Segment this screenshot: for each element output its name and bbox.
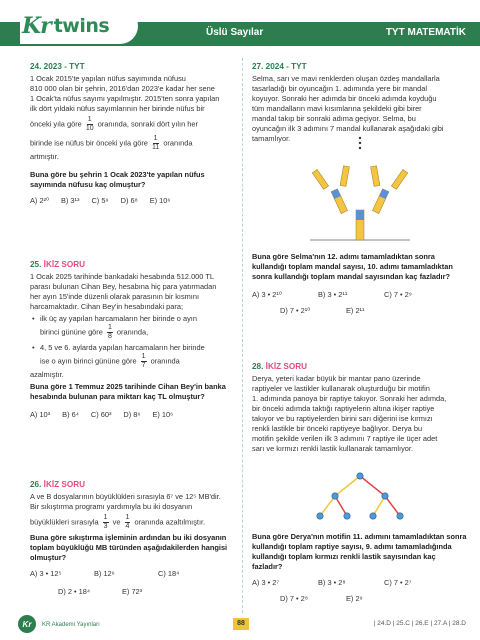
answer-option[interactable]: A) 3 • 2⁷ bbox=[252, 578, 280, 587]
page-header bbox=[0, 0, 480, 50]
answer-option[interactable]: E) 72³ bbox=[122, 587, 143, 596]
question-source: İKİZ SORU bbox=[265, 362, 308, 371]
answer-option[interactable]: A) 2²⁰ bbox=[30, 196, 49, 205]
text-span: oranında, bbox=[116, 327, 149, 337]
denominator: 7 bbox=[141, 362, 146, 369]
question-text-line bbox=[30, 116, 235, 133]
question-28 bbox=[252, 362, 467, 454]
question-text-line: tasarladığı bir oyuncağın 1. adımında yere bir mandal bbox=[252, 84, 428, 93]
answer-option[interactable]: D) 6⁸ bbox=[120, 196, 138, 205]
question-text-line bbox=[30, 514, 240, 531]
denominator: 4 bbox=[125, 523, 130, 530]
question-24 bbox=[30, 62, 235, 206]
clothespin-figure bbox=[300, 130, 420, 250]
logo-twins-text: twins bbox=[53, 15, 110, 37]
question-text-line: Bir sıkıştırma programı yardımıyla bu iki dosyanın bbox=[30, 502, 193, 511]
question-number: 24. bbox=[30, 62, 42, 71]
question-number: 27. bbox=[252, 62, 264, 71]
answer-option[interactable]: B) 6⁴ bbox=[62, 410, 79, 419]
answer-option[interactable]: C) 60³ bbox=[90, 410, 112, 419]
question-text-line: 810 000 olan bir şehrin, 2016'dan 2023'e kadar her sene bbox=[30, 84, 215, 93]
question-prompt: Buna göre Selma'nın 12. adımı tamamladıktan sonra kullandığı toplam mandal sayısı, 10. adımı tamamladıktan sonra kullandığı toplam mandal sayısından kaç fazladır? bbox=[252, 252, 453, 281]
question-text-line: renkli lastikle bir önceki raptiyeye bağlıyor. Derya bu bbox=[252, 424, 423, 433]
question-source: İKİZ SORU bbox=[43, 480, 86, 489]
question-text-line: ilk dört yıldaki nüfus sayımlarının her birinde nüfus bir bbox=[30, 104, 205, 113]
text-span: birinci gününe göre bbox=[40, 327, 103, 337]
numerator: 1 bbox=[141, 353, 146, 360]
text-span: önceki yıla göre bbox=[30, 119, 82, 129]
answer-option[interactable]: C) 18⁴ bbox=[158, 569, 180, 578]
numerator: 1 bbox=[153, 135, 158, 142]
text-span: büyüklükleri sırasıyla bbox=[30, 517, 99, 527]
question-text-line bbox=[30, 135, 235, 152]
question-text-line: Derya, yeteri kadar büyük bir mantar pano üzerinde bbox=[252, 374, 421, 383]
subject-title: TYT MATEMATİK bbox=[385, 27, 466, 38]
numerator: 1 bbox=[125, 514, 130, 521]
answer-option[interactable]: D) 2 • 18⁴ bbox=[58, 587, 91, 596]
text-span: birinde ise nüfus bir önceki yıla göre bbox=[30, 138, 148, 148]
section-title: Üslü Sayılar bbox=[206, 27, 264, 38]
fraction bbox=[107, 324, 113, 341]
question-25-header bbox=[30, 260, 235, 270]
question-text-line: 1. adımında panoya bir raptiye takıyor. Sonraki her adımda, bbox=[252, 394, 447, 403]
question-text-line: azalmıştır. bbox=[30, 370, 64, 379]
text-span: oranında bbox=[150, 356, 180, 366]
answer-options bbox=[252, 578, 467, 604]
denominator: 3 bbox=[103, 523, 108, 530]
question-text-line bbox=[30, 324, 235, 341]
question-prompt: Buna göre Derya'nın motifin 11. adımını tamamladıktan sonra kullandığı toplam raptiye sayısı, 9. adımı tamamladığında kullandığı toplam kırmızı renkli lastik sayısından kaç fazladır? bbox=[252, 532, 467, 571]
question-text-line: Selma, sarı ve mavi renklerden oluşan özdeş mandallarla bbox=[252, 74, 440, 83]
question-text-line: takıyor ve bu raptiyelerden birini sarı diğerini ise kırmızı bbox=[252, 414, 433, 423]
question-text-line: motifin şekilde verilen ilk 3 adımını 7 raptiye ile üçer adet bbox=[252, 434, 438, 443]
answer-option[interactable]: B) 3 • 2⁸ bbox=[318, 578, 346, 587]
question-prompt: Buna göre 1 Temmuz 2025 tarihinde Cihan Bey'in banka hesabında bulunan para miktarı kaç TL olmuştur? bbox=[30, 382, 226, 401]
question-28-header bbox=[252, 362, 467, 372]
fraction bbox=[86, 116, 94, 133]
question-26-header bbox=[30, 480, 240, 490]
text-span: oranında bbox=[163, 138, 193, 148]
answer-key: | 24.D | 25.C | 26.E | 27.A | 28.D bbox=[373, 620, 466, 627]
answer-option[interactable]: D) 7 • 2¹⁰ bbox=[280, 306, 311, 315]
question-text-line bbox=[30, 353, 235, 370]
question-text-line: 1 Ocak 2015'te yapılan nüfus sayımında nüfusu bbox=[30, 74, 186, 83]
answer-option[interactable]: A) 3 • 12⁵ bbox=[30, 569, 62, 578]
denominator: 11 bbox=[151, 144, 160, 151]
answer-options bbox=[30, 196, 235, 206]
answer-options bbox=[30, 410, 235, 420]
question-text-line: mandal takıp bir sonraki adıma geçiyor. Selma, bu bbox=[252, 114, 416, 123]
question-prompt: Buna göre sıkıştırma işleminin ardından bu iki dosyanın toplam büyüklüğü MB türünden aşağıdakilerden hangisi olmuştur? bbox=[30, 533, 228, 562]
question-text-line: A ve B dosyalarının büyüklükleri sırasıyla 6⁷ ve 12⁵ MB'dir. bbox=[30, 492, 221, 501]
answer-option[interactable]: E) 10⁶ bbox=[149, 196, 171, 205]
answer-option[interactable]: B) 3 • 2¹¹ bbox=[318, 290, 348, 299]
question-28-prompt-block bbox=[252, 532, 467, 604]
question-26 bbox=[30, 480, 240, 597]
clothespin-step1 bbox=[356, 210, 364, 240]
text-span: ise o ayın birinci gününe göre bbox=[40, 356, 137, 366]
fraction bbox=[103, 514, 109, 531]
answer-option[interactable]: B) 12⁶ bbox=[94, 569, 115, 578]
answer-option[interactable]: C) 5⁹ bbox=[91, 196, 109, 205]
answer-option[interactable]: E) 2⁹ bbox=[346, 594, 363, 603]
question-text-line: bir önceki adımda taktığı raptiyelerin altına ikişer raptiye bbox=[252, 404, 435, 413]
answer-options bbox=[30, 569, 220, 597]
brand-logo bbox=[20, 8, 138, 44]
numerator: 1 bbox=[107, 324, 112, 331]
answer-option[interactable]: C) 7 • 2⁷ bbox=[384, 578, 412, 587]
question-source: İKİZ SORU bbox=[43, 260, 86, 269]
question-text-line: raptiyeler ve lastikler kullanarak oluşturduğu bir motifin bbox=[252, 384, 430, 393]
question-text-line: 1 Ocak'ta nüfus sayımı yapılmıştır. 2015'ten sonra yapılan bbox=[30, 94, 220, 103]
fraction bbox=[141, 353, 147, 370]
answer-option[interactable]: A) 10³ bbox=[30, 410, 51, 419]
page-number: 88 bbox=[233, 618, 249, 630]
pin-motif-figure bbox=[305, 468, 415, 528]
question-24-header bbox=[30, 62, 235, 72]
question-prompt: Buna göre bu şehrin 1 Ocak 2023'te yapılan nüfus sayımında nüfusu kaç olmuştur? bbox=[30, 170, 205, 189]
bullet-item: • ilk üç ay yapılan harcamaların her birinde o ayın bbox=[30, 314, 235, 324]
answer-option[interactable]: A) 3 • 2¹⁰ bbox=[252, 290, 282, 299]
question-text-line: harcamaktadır. Cihan Bey'in hesabındaki para; bbox=[30, 302, 184, 311]
answer-option[interactable]: C) 7 • 2⁹ bbox=[384, 290, 412, 299]
question-text-line: artmıştır. bbox=[30, 152, 59, 161]
answer-option[interactable]: E) 2¹¹ bbox=[346, 306, 365, 315]
question-text-line: 1 Ocak 2025 tarihinde bankadaki hesabında 512.000 TL bbox=[30, 272, 214, 281]
numerator: 1 bbox=[87, 116, 92, 123]
question-27-header bbox=[252, 62, 467, 72]
question-source: 2024 - TYT bbox=[265, 62, 307, 71]
column-divider bbox=[242, 58, 243, 613]
text-span: ve bbox=[112, 517, 121, 527]
answer-option[interactable]: D) 8⁶ bbox=[123, 410, 141, 419]
page-footer bbox=[0, 610, 480, 640]
question-27-prompt-block bbox=[252, 252, 467, 316]
question-text-line: tamamlıyor. bbox=[252, 134, 291, 143]
answer-option[interactable]: B) 3¹³ bbox=[60, 196, 80, 205]
bullet-item: • 4, 5 ve 6. aylarda yapılan harcamaların her birinde bbox=[30, 343, 235, 353]
answer-option[interactable]: E) 10⁶ bbox=[152, 410, 174, 419]
publisher-name: KR Akademi Yayınları bbox=[42, 622, 100, 628]
question-25 bbox=[30, 260, 235, 420]
text-span: oranında, sonraki dört yılın her bbox=[97, 119, 198, 129]
answer-option[interactable]: D) 7 • 2⁸ bbox=[280, 594, 308, 603]
denominator: 10 bbox=[85, 125, 94, 132]
question-text-line: koyuyor. Sonraki her adımda bir önceki adımda koyduğu bbox=[252, 94, 437, 103]
question-text-line: parası bulunan Cihan Bey, hesabına hiç para yatırmadan bbox=[30, 282, 217, 291]
fraction bbox=[125, 514, 131, 531]
logo-kr-text: Kr bbox=[22, 13, 51, 39]
clothespin-step3 bbox=[312, 166, 408, 190]
question-text-line: sarı ve kırmızı renkli lastik kullanarak tamamlıyor. bbox=[252, 444, 413, 453]
question-source: 2023 - TYT bbox=[43, 62, 85, 71]
question-text-line: tüm mandalların mavi kısımlarına şekildeki gibi birer bbox=[252, 104, 422, 113]
footer-logo-icon: Kr bbox=[18, 615, 36, 633]
fraction bbox=[152, 135, 159, 152]
text-span: oranında azaltılmıştır. bbox=[134, 517, 206, 527]
continuation-dots bbox=[359, 137, 361, 149]
pins bbox=[317, 473, 403, 519]
question-text-line: her ayın 15'inde düzenli olarak parasının bir kısmını bbox=[30, 292, 200, 301]
question-number: 26. bbox=[30, 480, 42, 489]
question-text-line: oyuncağın ilk 3 adımını 7 mandal kullanarak aşağıdaki gibi bbox=[252, 124, 444, 133]
question-number: 28. bbox=[252, 362, 264, 371]
denominator: 8 bbox=[107, 333, 112, 340]
numerator: 1 bbox=[103, 514, 108, 521]
question-number: 25. bbox=[30, 260, 42, 269]
answer-options bbox=[252, 290, 467, 316]
